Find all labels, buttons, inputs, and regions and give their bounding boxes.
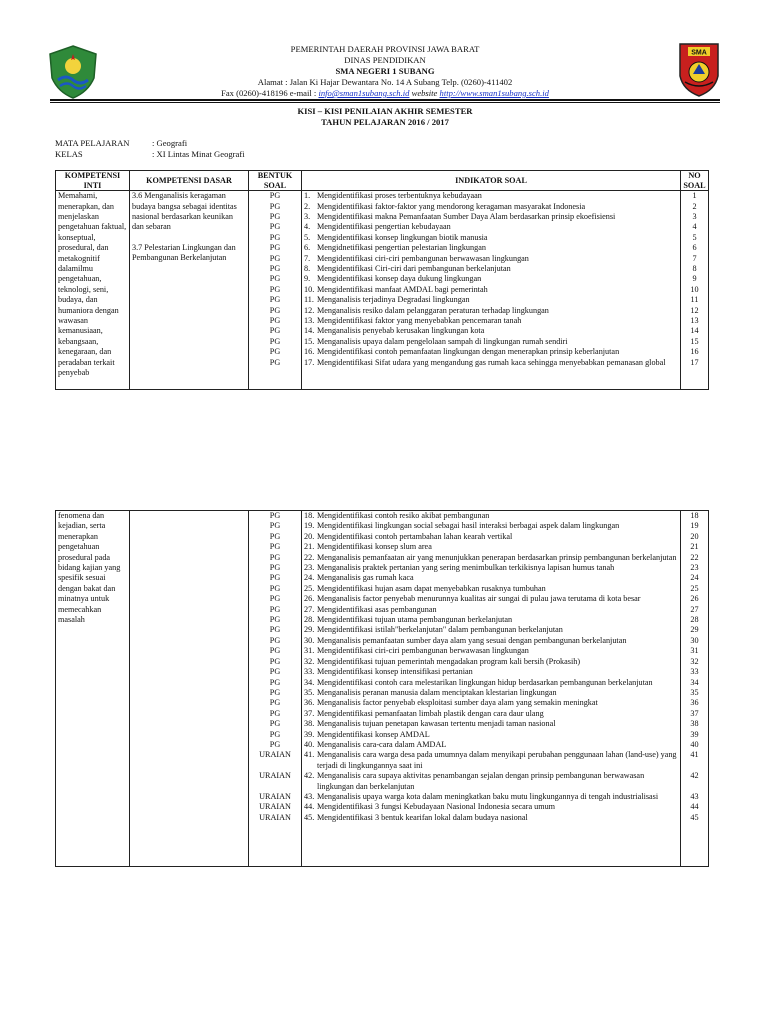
indikator-item	[304, 813, 678, 823]
header-divider	[50, 99, 720, 101]
table-row	[56, 511, 709, 867]
indikator-text: Menganalisis terjadinya Degradasi lingkungan	[317, 295, 470, 305]
no-soal-value: 6	[692, 243, 697, 253]
indikator-text: Mengidentifikasi konsep intensifikasi pertanian	[317, 667, 473, 677]
indikator-text: Menganalisis factor penyebab menurunnya kualitas air sungai di pulau jawa terutama di kota besar	[317, 594, 641, 604]
subject-label: MATA PELAJARAN	[55, 138, 130, 148]
indikator-item	[304, 636, 678, 646]
indikator-item	[304, 605, 678, 615]
indikator-number: 37.	[304, 708, 315, 718]
indikator-item	[304, 306, 678, 316]
no-soal-value: 26	[690, 594, 699, 604]
indikator-number: 33.	[304, 667, 315, 677]
indikator-number: 30.	[304, 635, 315, 645]
indikator-item	[304, 730, 678, 740]
bentuk-soal-value: PG	[269, 357, 281, 367]
bentuk-soal-value: PG	[269, 604, 281, 614]
sma-logo-text: SMA	[691, 49, 707, 57]
indikator-item	[304, 295, 678, 305]
no-soal-value: 9	[692, 274, 697, 284]
indikator-number: 22.	[304, 552, 315, 562]
header-no-soal: NO SOAL	[681, 171, 709, 191]
indikator-item	[304, 750, 678, 771]
document-title	[150, 106, 620, 128]
no-soal-value: 7	[692, 253, 697, 263]
indikator-item	[304, 264, 678, 274]
indikator-number: 19.	[304, 521, 315, 531]
bentuk-soal-value: URAIAN	[259, 812, 291, 822]
bentuk-soal-value: PG	[269, 336, 281, 346]
indikator-item	[304, 657, 678, 667]
indikator-text: Mengidentifikasi faktor-faktor yang mendorong keragaman masyarakat Indonesia	[317, 201, 586, 211]
indikator-number: 20.	[304, 531, 315, 541]
no-soal-value: 19	[690, 521, 699, 531]
indikator-item	[304, 337, 678, 347]
indikator-text: Menganalisis cara supaya aktivitas penambangan sejalan dengan prinsip pembangunan berwawasan lingkungan dan berkelanjutan	[317, 771, 645, 791]
indikator-item	[304, 233, 678, 243]
indikator-item	[304, 274, 678, 284]
indikator-item	[304, 285, 678, 295]
no-soal-cell	[681, 511, 709, 867]
indikator-text: Menganalisis penyebab kerusakan lingkungan kota	[317, 326, 485, 336]
indikator-number: 28.	[304, 615, 315, 625]
bentuk-soal-value: PG	[269, 646, 281, 656]
indikator-item	[304, 553, 678, 563]
bentuk-soal-value: PG	[269, 326, 281, 336]
indikator-text: Mengidentifikasi manfaat AMDAL bagi pemerintah	[317, 284, 488, 294]
bentuk-soal-value: PG	[269, 698, 281, 708]
indikator-number: 11.	[304, 295, 314, 305]
title-line-2: TAHUN PELAJARAN 2016 / 2017	[321, 117, 449, 127]
indikator-item	[304, 709, 678, 719]
indikator-number: 45.	[304, 812, 315, 822]
no-soal-value: 21	[690, 542, 699, 552]
indikator-text: Menganalisis tujuan penetapan kawasan tertentu menjadi taman nasional	[317, 719, 556, 729]
indikator-text: Mengidentifikasi faktor yang menyebabkan pencemaran tanah	[317, 316, 522, 326]
bentuk-soal-value: PG	[269, 222, 281, 232]
indikator-number: 18.	[304, 511, 315, 520]
indikator-text: Mengidentifikasi Sifat udara yang mengandung gas rumah kaca sehingga menyebabkan pemanasan global	[317, 357, 666, 367]
bentuk-soal-value: PG	[269, 531, 281, 541]
kisi-table-part-2	[55, 510, 709, 867]
no-soal-value: 38	[690, 719, 699, 729]
no-soal-value: 33	[690, 667, 699, 677]
bentuk-soal-value: PG	[269, 573, 281, 583]
header-kd: KOMPETENSI DASAR	[130, 171, 249, 191]
indikator-cell	[302, 191, 681, 390]
no-soal-value: 32	[690, 656, 699, 666]
bentuk-soal-value: PG	[269, 295, 281, 305]
ki-cell: fenomena dan kejadian, serta menerapkan pengetahuan prosedural pada bidang kajian yang spesifik sesuai dengan bakat dan minatnya untuk memecahkan masalah	[56, 511, 130, 867]
no-soal-value: 43	[690, 791, 699, 801]
no-soal-value: 29	[690, 625, 699, 635]
indikator-number: 24.	[304, 573, 315, 583]
indikator-item	[304, 358, 678, 368]
indikator-item	[304, 594, 678, 604]
indikator-text: Mengidentifikasi konsep lingkungan biotik manusia	[317, 232, 488, 242]
indikator-text: Mengidentifikasi 3 bentuk kearifan lokal dalam budaya nasional	[317, 812, 528, 822]
indikator-number: 32.	[304, 656, 315, 666]
indikator-number: 5.	[304, 232, 311, 242]
no-soal-value: 27	[690, 604, 699, 614]
class-label: KELAS	[55, 149, 83, 159]
indikator-item	[304, 563, 678, 573]
indikator-text: Mengidentifikasi pemanfaatan limbah plastik dengan cara daur ulang	[317, 708, 544, 718]
no-soal-value: 31	[690, 646, 699, 656]
no-soal-value: 30	[690, 635, 699, 645]
table-row	[56, 191, 709, 390]
indikator-item	[304, 316, 678, 326]
bentuk-soal-value: PG	[269, 729, 281, 739]
indikator-number: 27.	[304, 604, 315, 614]
indikator-text: Mengidentifikasi istilah"berkelanjutan" dalam pembangunan berkelanjutan	[317, 625, 563, 635]
bentuk-soal-value: PG	[269, 542, 281, 552]
indikator-text: Mengidentifikasi ciri-ciri pembangunan berwawasan lingkungan	[317, 646, 529, 656]
bentuk-soal-value: PG	[269, 305, 281, 315]
indikator-number: 12.	[304, 305, 315, 315]
bentuk-soal-value: URAIAN	[259, 771, 291, 781]
indikator-item	[304, 347, 678, 357]
bentuk-soal-value: PG	[269, 191, 281, 201]
no-soal-value: 41	[690, 750, 699, 760]
indikator-item	[304, 771, 678, 792]
bentuk-cell	[249, 191, 302, 390]
bentuk-soal-value: PG	[269, 625, 281, 635]
indikator-number: 15.	[304, 336, 315, 346]
indikator-text: Menganalisis peranan manusia dalam menciptakan klestarian lingkungan	[317, 687, 557, 697]
no-soal-value: 40	[690, 739, 699, 749]
indikator-text: Menganalisis upaya dalam pengelolaan sampah di lingkungan rumah sendiri	[317, 336, 568, 346]
no-soal-value: 42	[690, 771, 699, 781]
no-soal-value: 36	[690, 698, 699, 708]
school-name: SMA NEGERI 1 SUBANG	[335, 66, 435, 76]
letterhead	[150, 44, 620, 99]
indikator-number: 13.	[304, 316, 315, 326]
no-soal-value: 15	[690, 336, 699, 346]
indikator-number: 16.	[304, 347, 315, 357]
indikator-text: Menganalisis pemanfaatan sumber daya alam yang sesuai dengan pembangunan berkelanjutan	[317, 635, 627, 645]
indikator-text: Mengidentifikasi konsep AMDAL	[317, 729, 430, 739]
subject-value: : Geografi	[152, 138, 188, 148]
contact-line	[150, 88, 620, 99]
indikator-number: 43.	[304, 791, 315, 801]
indikator-text: Mengidentifikasi Ciri-ciri dari pembangunan berkelanjutan	[317, 264, 511, 274]
bentuk-soal-value: PG	[269, 635, 281, 645]
indikator-item	[304, 802, 678, 812]
no-soal-value: 1	[692, 191, 697, 201]
indikator-item	[304, 222, 678, 232]
indikator-text: Menganalisis upaya warga kota dalam meningkatkan baku mutu lingkungannya di tengah industrialisasi	[317, 791, 659, 801]
header-ki: KOMPETENSI INTI	[56, 171, 130, 191]
indikator-item	[304, 202, 678, 212]
bentuk-soal-value: PG	[269, 212, 281, 221]
jawa-barat-emblem-logo	[44, 44, 102, 100]
no-soal-value: 14	[690, 326, 699, 336]
bentuk-soal-value: PG	[269, 511, 281, 520]
indikator-text: Mengidentifikasi 3 fungsi Kebudayaan Nasional Indonesia secara umum	[317, 802, 556, 812]
indikator-item	[304, 511, 678, 521]
no-soal-value: 16	[690, 347, 699, 357]
no-soal-value: 2	[692, 201, 697, 211]
indikator-item	[304, 212, 678, 222]
indikator-item	[304, 532, 678, 542]
indikator-number: 29.	[304, 625, 315, 635]
no-soal-value: 22	[690, 552, 699, 562]
no-soal-value: 24	[690, 573, 699, 583]
no-soal-value: 4	[692, 222, 697, 232]
bentuk-soal-value: PG	[269, 677, 281, 687]
indikator-number: 17.	[304, 357, 315, 367]
indikator-item	[304, 542, 678, 552]
indikator-item	[304, 667, 678, 677]
indikator-text: Mengidnetifikasi pengertian pelestarian lingkungan	[317, 243, 486, 253]
bentuk-soal-value: PG	[269, 347, 281, 357]
indikator-item	[304, 792, 678, 802]
indikator-number: 25.	[304, 583, 315, 593]
indikator-number: 14.	[304, 326, 315, 336]
no-soal-value: 34	[690, 677, 699, 687]
kd-cell	[130, 511, 249, 867]
indikator-item	[304, 584, 678, 594]
kd-cell	[130, 191, 249, 390]
no-soal-value: 5	[692, 232, 697, 242]
bentuk-soal-value: PG	[269, 521, 281, 531]
bentuk-soal-value: PG	[269, 243, 281, 253]
indikator-text: Mengidentifikasi contoh pertambahan lahan kearah vertikal	[317, 531, 513, 541]
indikator-item	[304, 688, 678, 698]
indikator-text: Mengidentifikasi tujuan pemerintah mengadakan program kali bersih (Prokasih)	[317, 656, 581, 666]
ki-cell: Memahami, menerapkan, dan menjelaskan pengetahuan faktual, konseptual, prosedural, dan metakognitif dalamilmu pengetahuan, teknologi, seni, budaya, dan humaniora dengan wawasan kemanusiaan, kebangsaan, kenegaraan, dan peradaban terkait penyebab	[56, 191, 130, 390]
indikator-number: 39.	[304, 729, 315, 739]
title-line-1: KISI – KISI PENILAIAN AKHIR SEMESTER	[297, 106, 473, 116]
no-soal-value: 20	[690, 531, 699, 541]
kd-item: 3.6 Menganalisis keragaman budaya bangsa sebagai identitas nasional berdasarkan keunikan dan sebaran	[132, 191, 237, 232]
indikator-number: 38.	[304, 719, 315, 729]
indikator-text: Menganalisis resiko dalam pelanggaran peraturan terhadap lingkungan	[317, 305, 549, 315]
class-value: : XI Lintas Minat Geografi	[152, 149, 245, 159]
indikator-text: Menganalisis gas rumah kaca	[317, 573, 414, 583]
indikator-item	[304, 698, 678, 708]
indikator-text: Mengidentifikasi contoh pemanfaatan lingkungan dengan menerapkan prinsip keberlanjutan	[317, 347, 620, 357]
indikator-text: Mengidentifikasi konsep slum area	[317, 542, 432, 552]
no-soal-value: 23	[690, 563, 699, 573]
indikator-number: 34.	[304, 677, 315, 687]
indikator-item	[304, 243, 678, 253]
bentuk-soal-value: PG	[269, 739, 281, 749]
indikator-number: 44.	[304, 802, 315, 812]
indikator-number: 42.	[304, 771, 315, 781]
indikator-text: Mengidentifikasi pengertian kebudayaan	[317, 222, 451, 232]
bentuk-soal-value: PG	[269, 687, 281, 697]
no-soal-value: 13	[690, 316, 699, 326]
school-address: Alamat : Jalan Ki Hajar Dewantara No. 14 A Subang Telp. (0260)-411402	[257, 77, 513, 87]
no-soal-value: 39	[690, 729, 699, 739]
indikator-number: 40.	[304, 739, 315, 749]
bentuk-soal-value: PG	[269, 594, 281, 604]
bentuk-soal-value: PG	[269, 284, 281, 294]
no-soal-value: 45	[690, 812, 699, 822]
no-soal-value: 44	[690, 802, 699, 812]
bentuk-soal-value: PG	[269, 719, 281, 729]
fax-text: Fax (0260)-418196 e-mail :	[221, 88, 319, 98]
indikator-item	[304, 191, 678, 201]
gov-name: PEMERINTAH DAERAH PROVINSI JAWA BARAT	[290, 44, 480, 54]
bentuk-soal-value: URAIAN	[259, 802, 291, 812]
indikator-text: Menganalisis cara-cara dalam AMDAL	[317, 739, 447, 749]
bentuk-soal-value: PG	[269, 552, 281, 562]
sma-emblem-logo	[677, 40, 721, 98]
bentuk-soal-value: PG	[269, 667, 281, 677]
bentuk-soal-value: PG	[269, 656, 281, 666]
indikator-text: Mengidentifikasi contoh resiko akibat pembangunan	[317, 511, 490, 520]
indikator-number: 23.	[304, 563, 315, 573]
indikator-number: 9.	[304, 274, 311, 284]
no-soal-value: 37	[690, 708, 699, 718]
indikator-text: Menganalisis pemanfaatan air yang menunjukkan penerapan berdasarkan prinsip pembangunan berkelanjutan	[317, 552, 677, 562]
bentuk-cell	[249, 511, 302, 867]
indikator-item	[304, 615, 678, 625]
indikator-number: 35.	[304, 687, 315, 697]
no-soal-value: 17	[690, 357, 699, 367]
website-link[interactable]: http://www.sman1subang.sch.id	[439, 88, 549, 98]
indikator-number: 10.	[304, 284, 315, 294]
bentuk-soal-value: PG	[269, 583, 281, 593]
indikator-number: 2.	[304, 201, 311, 211]
indikator-number: 3.	[304, 212, 311, 221]
no-soal-value: 35	[690, 687, 699, 697]
bentuk-soal-value: URAIAN	[259, 750, 291, 760]
indikator-text: Menganalisis praktek pertanian yang sering menimbulkan terkikisnya lapisan humus tanah	[317, 563, 615, 573]
bentuk-soal-value: PG	[269, 232, 281, 242]
indikator-text: Mengidentifikasi hujan asam dapat menyebabkan rusaknya tumbuhan	[317, 583, 546, 593]
indikator-item	[304, 573, 678, 583]
indikator-item	[304, 254, 678, 264]
indikator-text: Mengidentifikasi lingkungan social sebagai hasil interaksi berbagai aspek dalam lingkungan	[317, 521, 620, 531]
no-soal-value: 10	[690, 284, 699, 294]
indikator-text: Mengidentifikasi contoh cara melestarikan lingkungan hidup berdasarkan pembangunan berkelanjutan	[317, 677, 653, 687]
no-soal-cell	[681, 191, 709, 390]
indikator-item	[304, 326, 678, 336]
indikator-text: Mengidentifikasi makna Pemanfaatan Sumber Daya Alam berdasarkan prinsip ekoefisiensi	[317, 212, 616, 221]
email-link[interactable]: info@sman1subang.sch.id	[318, 88, 410, 98]
indikator-item	[304, 678, 678, 688]
indikator-number: 8.	[304, 264, 311, 274]
indikator-text: Mengidentifikasi tujuan utama pembangunan berkelanjutan	[317, 615, 513, 625]
header-indikator: INDIKATOR SOAL	[302, 171, 681, 191]
bentuk-soal-value: PG	[269, 201, 281, 211]
bentuk-soal-value: PG	[269, 316, 281, 326]
bentuk-soal-value: PG	[269, 264, 281, 274]
indikator-item	[304, 719, 678, 729]
dept-name: DINAS PENDIDIKAN	[344, 55, 426, 65]
indikator-text: Mengidentifikasi ciri-ciri pembangunan berwawasan lingkungan	[317, 253, 529, 263]
bentuk-soal-value: PG	[269, 615, 281, 625]
bentuk-soal-value: PG	[269, 274, 281, 284]
indikator-number: 36.	[304, 698, 315, 708]
indikator-text: Mengidentifikasi konsep daya dukung lingkungan	[317, 274, 482, 284]
bentuk-soal-value: URAIAN	[259, 791, 291, 801]
header-divider-thin	[50, 102, 720, 103]
website-label: website	[409, 88, 440, 98]
indikator-text: Mengidentifikasi proses terbentuknya kebudayaan	[317, 191, 482, 201]
indikator-item	[304, 521, 678, 531]
no-soal-value: 8	[692, 264, 697, 274]
no-soal-value: 25	[690, 583, 699, 593]
indikator-item	[304, 740, 678, 750]
no-soal-value: 12	[690, 305, 699, 315]
no-soal-value: 28	[690, 615, 699, 625]
kd-item: 3.7 Pelestarian Lingkungan dan Pembangunan Berkelanjutan	[132, 242, 236, 263]
indikator-number: 6.	[304, 243, 311, 253]
bentuk-soal-value: PG	[269, 253, 281, 263]
indikator-text: Menganalisis factor penyebab eksploitasi sumber daya alam yang semakin meningkat	[317, 698, 598, 708]
indikator-number: 31.	[304, 646, 315, 656]
indikator-number: 21.	[304, 542, 315, 552]
no-soal-value: 18	[690, 511, 699, 520]
indikator-number: 7.	[304, 253, 311, 263]
indikator-text: Mengidentifikasi asas pembangunan	[317, 604, 437, 614]
bentuk-soal-value: PG	[269, 708, 281, 718]
indikator-number: 4.	[304, 222, 311, 232]
header-bentuk: BENTUK SOAL	[249, 171, 302, 191]
kisi-table-part-1	[55, 170, 709, 390]
bentuk-soal-value: PG	[269, 563, 281, 573]
indikator-number: 41.	[304, 750, 315, 760]
table-header-row	[56, 171, 709, 191]
indikator-number: 26.	[304, 594, 315, 604]
indikator-item	[304, 646, 678, 656]
indikator-item	[304, 625, 678, 635]
no-soal-value: 3	[692, 212, 697, 221]
indikator-cell	[302, 511, 681, 867]
indikator-text: Menganalisis cara warga desa pada umumnya dalam menyikapi perubahan penggunaan lahan (land-use) yang terjadi di lingkungannya saat ini	[317, 750, 677, 770]
indikator-number: 1.	[304, 191, 311, 201]
no-soal-value: 11	[690, 295, 699, 305]
